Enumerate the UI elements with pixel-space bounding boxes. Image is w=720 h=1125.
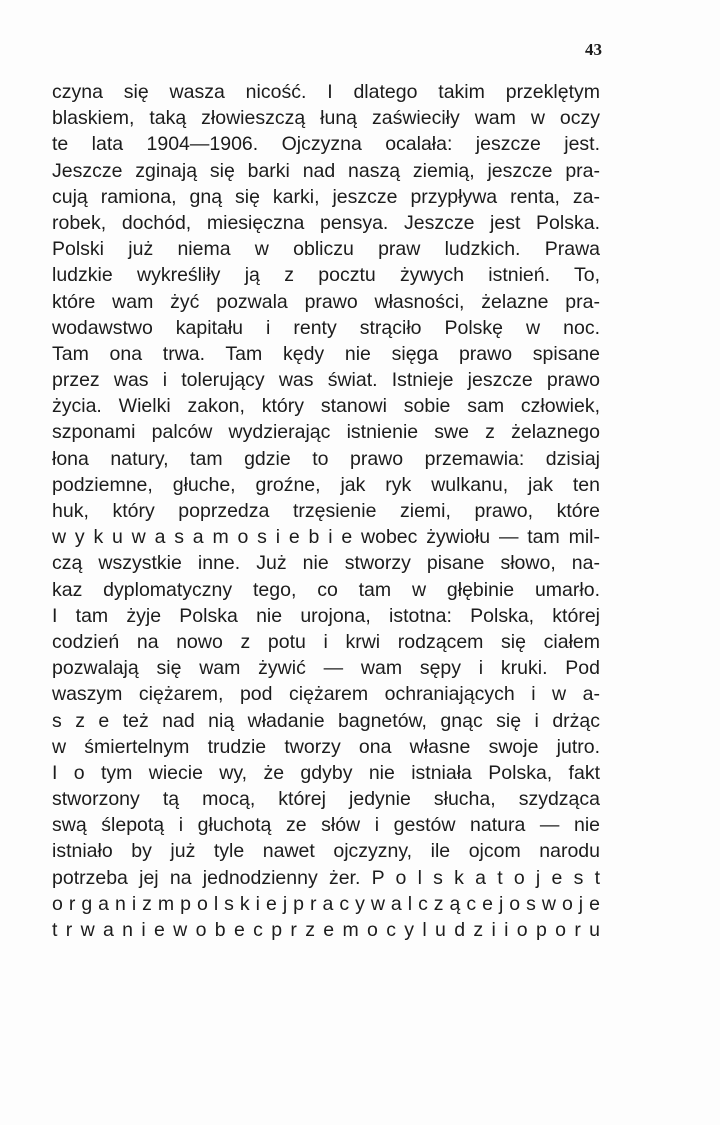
- text-line: codzień na nowo z potu i krwi rodzącem się ciałem: [52, 630, 600, 653]
- text-line: blaskiem, taką złowieszczą łuną zaświeciły wam w oczy: [52, 107, 600, 130]
- text-line: I o tym wiecie wy, że gdyby nie istniała Polska, fakt: [52, 761, 600, 784]
- body-text: [52, 79, 600, 943]
- text-line: w y k u w a s a m o s i e b i e wobec żywiołu — tam mil-: [52, 526, 600, 549]
- text-line: swą ślepotą i głuchotą ze słów i gestów natura — nie: [52, 814, 600, 837]
- text-line: w śmiertelnym trudzie tworzy ona własne swoje jutro.: [52, 735, 600, 758]
- text-line: szponami palców wydzierając istnienie swe z żelaznego: [52, 421, 600, 444]
- text-line: przez was i tolerujący was świat. Istnieje jeszcze prawo: [52, 369, 600, 392]
- text-line: waszym ciężarem, pod ciężarem ochraniających i w a-: [52, 683, 600, 706]
- text-line: t r w a n i e w o b e c p r z e m o c y l u d z i i o p o r u: [52, 919, 600, 941]
- page-number: 43: [585, 40, 602, 59]
- text-line: podziemne, głuche, groźne, jak ryk wulkanu, jak ten: [52, 473, 600, 496]
- text-line: potrzeba jej na jednodzienny żer. P o l s k a t o j e s t: [52, 866, 600, 889]
- text-line: wodawstwo kapitału i renty strąciło Polskę w noc.: [52, 316, 600, 339]
- text-line: kaz dyplomatyczny tego, co tam w głębinie umarło.: [52, 578, 600, 601]
- text-line: te lata 1904—1906. Ojczyzna ocalała: jeszcze jest.: [52, 133, 600, 156]
- text-line: cują ramiona, gną się karki, jeszcze przypływa renta, za-: [52, 185, 600, 208]
- text-line: Tam ona trwa. Tam kędy nie sięga prawo spisane: [52, 342, 600, 365]
- text-line: ludzkie wykreśliły ją z pocztu żywych istnień. To,: [52, 264, 600, 287]
- text-line: które wam żyć pozwala prawo własności, żelazne pra-: [52, 290, 600, 313]
- text-line: pozwalają się wam żywić — wam sępy i kruki. Pod: [52, 657, 600, 680]
- text-line: s z e też nad nią władanie bagnetów, gnąc się i drżąc: [52, 709, 600, 732]
- text-line: huk, który poprzedza trzęsienie ziemi, prawo, które: [52, 500, 600, 522]
- text-line: Polski już niema w obliczu praw ludzkich. Prawa: [52, 238, 600, 261]
- text-line: istniało by już tyle nawet ojczyzny, ile ojcom narodu: [52, 840, 600, 863]
- text-line: czą wszystkie inne. Już nie stworzy pisane słowo, na-: [52, 552, 600, 575]
- text-line: stworzony tą mocą, której jedynie słucha, szydząca: [52, 788, 600, 811]
- text-line: I tam żyje Polska nie urojona, istotna: Polska, której: [52, 604, 600, 627]
- text-line: łona natury, tam gdzie to prawo przemawia: dzisiaj: [52, 447, 600, 470]
- text-line: czyna się wasza nicość. I dlatego takim przeklętym: [52, 81, 600, 103]
- text-line: o r g a n i z m p o l s k i e j p r a c y w a l c z ą c e j o s w o j e: [52, 892, 600, 915]
- text-line: życia. Wielki zakon, który stanowi sobie sam człowiek,: [52, 395, 600, 418]
- text-line: robek, dochód, miesięczna pensya. Jeszcze jest Polska.: [52, 211, 600, 234]
- text-line: Jeszcze zginają się barki nad naszą ziemią, jeszcze pra-: [52, 159, 600, 182]
